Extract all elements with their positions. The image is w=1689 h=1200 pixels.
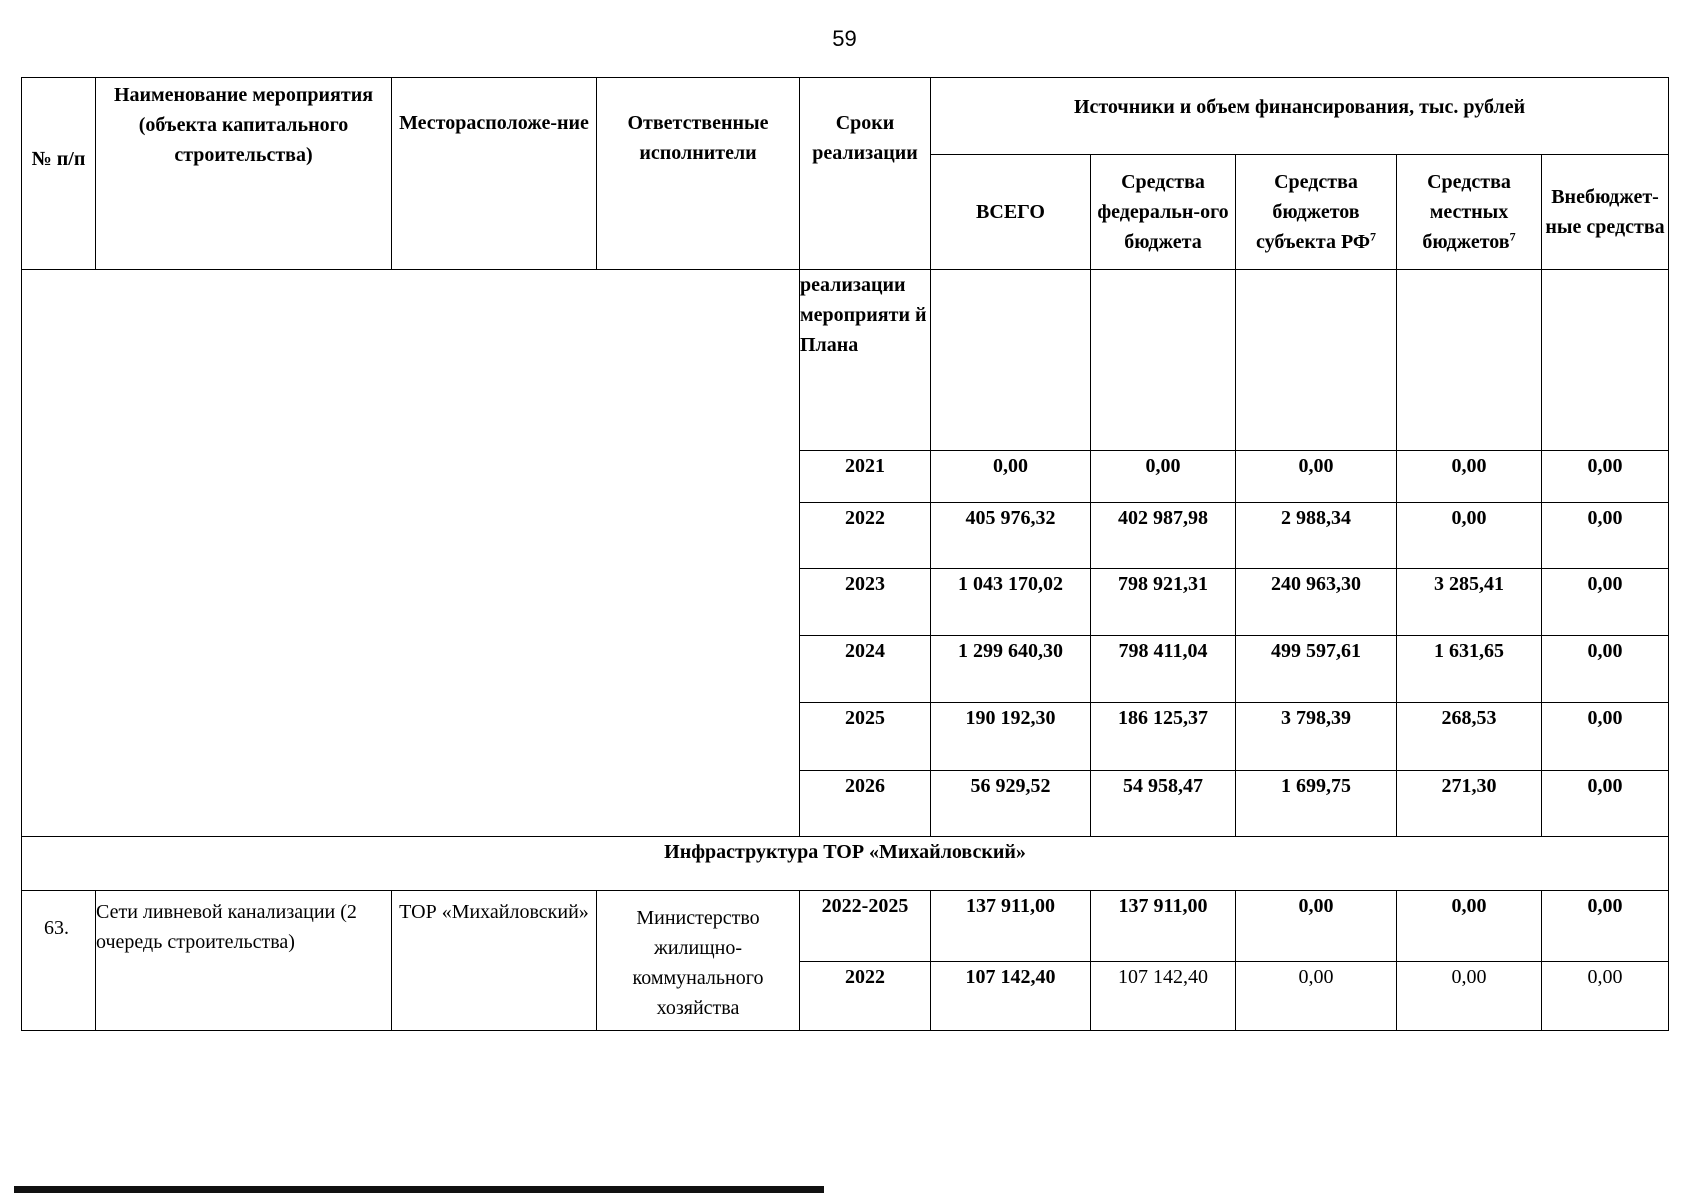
local-cell: 0,00 bbox=[1397, 451, 1542, 503]
total-cell: 137 911,00 bbox=[931, 891, 1091, 962]
section-title bbox=[22, 837, 1669, 891]
local-cell: 0,00 bbox=[1397, 503, 1542, 569]
extra-cell: 0,00 bbox=[1542, 569, 1669, 636]
header-location-label: Месторасположе-ние bbox=[399, 112, 589, 134]
extra-cell: 0,00 bbox=[1542, 771, 1669, 837]
blank-cell bbox=[1091, 270, 1236, 451]
extra-cell: 0,00 bbox=[1542, 636, 1669, 703]
federal-cell: 54 958,47 bbox=[1091, 771, 1236, 837]
year-cell: 2022 bbox=[800, 503, 931, 569]
page-number: 59 bbox=[832, 26, 857, 51]
year-cell: 2026 bbox=[800, 771, 931, 837]
footnote-mark: 7 bbox=[1509, 229, 1516, 244]
header-local bbox=[1397, 155, 1542, 270]
header-total bbox=[931, 155, 1091, 270]
extra-cell: 0,00 bbox=[1542, 451, 1669, 503]
financing-table bbox=[21, 77, 1669, 1031]
header-sources-label: Источники и объем финансирования, тыс. рублей bbox=[1073, 96, 1526, 118]
local-cell: 1 631,65 bbox=[1397, 636, 1542, 703]
continuation-blank bbox=[22, 270, 800, 837]
header-subject-label: Средства бюджетов субъекта РФ bbox=[1255, 171, 1371, 253]
subject-cell: 0,00 bbox=[1236, 962, 1397, 1031]
year-cell: 2021 bbox=[800, 451, 931, 503]
total-cell: 56 929,52 bbox=[931, 771, 1091, 837]
blank-cell bbox=[1542, 270, 1669, 451]
subject-cell: 240 963,30 bbox=[1236, 569, 1397, 636]
local-cell: 268,53 bbox=[1397, 703, 1542, 771]
continuation-terms-text: реализации мероприяти й Плана bbox=[800, 274, 927, 356]
blank-cell bbox=[1236, 270, 1397, 451]
header-location bbox=[392, 78, 597, 270]
local-cell: 3 285,41 bbox=[1397, 569, 1542, 636]
local-cell: 0,00 bbox=[1397, 962, 1542, 1031]
header-num bbox=[22, 78, 96, 270]
subject-cell: 499 597,61 bbox=[1236, 636, 1397, 703]
header-total-label: ВСЕГО bbox=[976, 201, 1045, 223]
header-local-label: Средства местных бюджетов bbox=[1422, 171, 1511, 253]
federal-cell: 0,00 bbox=[1091, 451, 1236, 503]
year-cell: 2024 bbox=[800, 636, 931, 703]
subject-cell: 0,00 bbox=[1236, 451, 1397, 503]
blank-cell bbox=[931, 270, 1091, 451]
subject-cell: 0,00 bbox=[1236, 891, 1397, 962]
header-extra bbox=[1542, 155, 1669, 270]
total-cell: 107 142,40 bbox=[931, 962, 1091, 1031]
extra-cell: 0,00 bbox=[1542, 503, 1669, 569]
federal-cell: 798 411,04 bbox=[1091, 636, 1236, 703]
footnote-mark: 7 bbox=[1370, 229, 1377, 244]
continuation-terms bbox=[800, 270, 931, 451]
federal-cell: 402 987,98 bbox=[1091, 503, 1236, 569]
year-cell: 2025 bbox=[800, 703, 931, 771]
federal-cell: 137 911,00 bbox=[1091, 891, 1236, 962]
federal-cell: 798 921,31 bbox=[1091, 569, 1236, 636]
extra-cell: 0,00 bbox=[1542, 962, 1669, 1031]
local-cell: 0,00 bbox=[1397, 891, 1542, 962]
header-name-label: Наименование мероприятия (объекта капитального строительства) bbox=[113, 84, 374, 166]
extra-cell: 0,00 bbox=[1542, 703, 1669, 771]
year-cell: 2022-2025 bbox=[800, 891, 931, 962]
subject-cell: 1 699,75 bbox=[1236, 771, 1397, 837]
year-cell: 2023 bbox=[800, 569, 931, 636]
header-subject bbox=[1236, 155, 1397, 270]
blank-cell bbox=[1397, 270, 1542, 451]
total-cell: 190 192,30 bbox=[931, 703, 1091, 771]
header-sources bbox=[931, 78, 1669, 155]
footer-rule bbox=[14, 1186, 824, 1193]
item-executor: Министерство жилищно-коммунального хозяйства bbox=[597, 891, 800, 1031]
item-name: Сети ливневой канализации (2 очередь строительства) bbox=[96, 891, 392, 1031]
table-row bbox=[22, 891, 1669, 962]
header-federal bbox=[1091, 155, 1236, 270]
header-terms bbox=[800, 78, 931, 270]
local-cell: 271,30 bbox=[1397, 771, 1542, 837]
subject-cell: 3 798,39 bbox=[1236, 703, 1397, 771]
federal-cell: 186 125,37 bbox=[1091, 703, 1236, 771]
federal-cell: 107 142,40 bbox=[1091, 962, 1236, 1031]
extra-cell: 0,00 bbox=[1542, 891, 1669, 962]
header-num-label: № п/п bbox=[31, 147, 86, 170]
year-cell: 2022 bbox=[800, 962, 931, 1031]
header-executors-label: Ответственные исполнители bbox=[627, 112, 769, 164]
total-cell: 1 299 640,30 bbox=[931, 636, 1091, 703]
section-title-text: Инфраструктура ТОР «Михайловский» bbox=[664, 841, 1026, 863]
header-terms-label: Сроки реализации bbox=[812, 112, 918, 164]
item-num: 63. bbox=[22, 891, 96, 1031]
header-name bbox=[96, 78, 392, 270]
header-executors bbox=[597, 78, 800, 270]
header-federal-label: Средства федеральн-ого бюджета bbox=[1097, 171, 1229, 253]
total-cell: 405 976,32 bbox=[931, 503, 1091, 569]
subject-cell: 2 988,34 bbox=[1236, 503, 1397, 569]
total-cell: 1 043 170,02 bbox=[931, 569, 1091, 636]
item-location: ТОР «Михайловский» bbox=[392, 891, 597, 1031]
header-extra-label: Внебюджет-ные средства bbox=[1545, 186, 1665, 238]
total-cell: 0,00 bbox=[931, 451, 1091, 503]
